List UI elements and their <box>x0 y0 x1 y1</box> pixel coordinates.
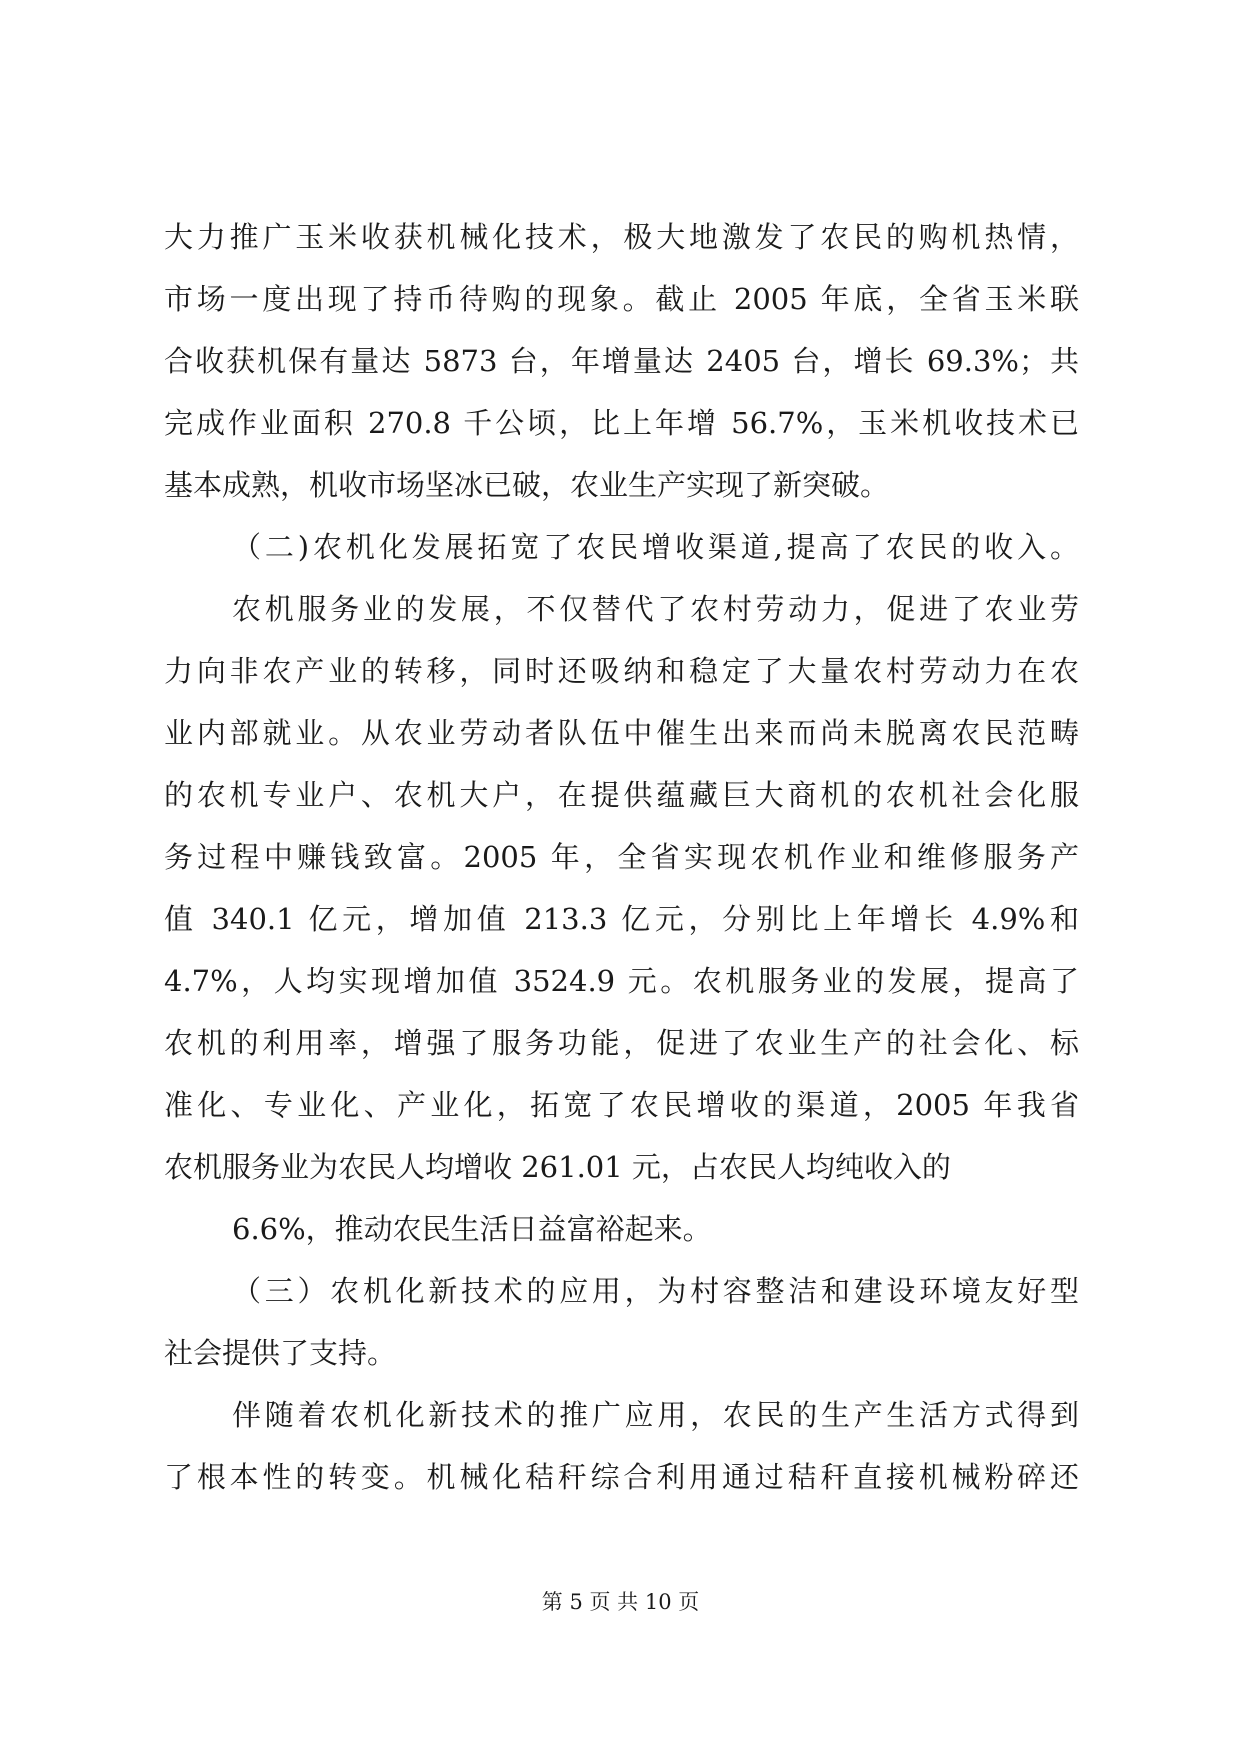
page-number-footer: 第 5 页 共 10 页 <box>541 1590 700 1614</box>
paragraph-line-5: 基本成熟，机收市场坚冰已破，农业生产实现了新突破。 <box>164 468 890 502</box>
paragraph-line-8: 力向非农产业的转移，同时还吸纳和稳定了大量农村劳动力在农 <box>164 654 1079 688</box>
section-heading-3-continued: 社会提供了支持。 <box>164 1336 397 1370</box>
paragraph-line-12: 值 340.1 亿元，增加值 213.3 亿元，分别比上年增长 4.9%和 <box>164 902 1079 936</box>
paragraph-line-7: 农机服务业的发展，不仅替代了农村劳动力，促进了农业劳 <box>232 592 1079 626</box>
section-heading-3: （三）农机化新技术的应用，为村容整洁和建设环境友好型 <box>232 1274 1079 1308</box>
paragraph-line-16: 农机服务业为农民人均增收 261.01 元，占农民人均纯收入的 <box>164 1150 951 1184</box>
paragraph-line-10: 的农机专业户、农机大户，在提供蕴藏巨大商机的农机社会化服 <box>164 778 1079 812</box>
paragraph-line-21: 了根本性的转变。机械化秸秆综合利用通过秸秆直接机械粉碎还 <box>164 1460 1079 1494</box>
paragraph-line-20: 伴随着农机化新技术的推广应用，农民的生产生活方式得到 <box>232 1398 1079 1432</box>
paragraph-line-17: 6.6%，推动农民生活日益富裕起来。 <box>232 1212 712 1246</box>
paragraph-line-4: 完成作业面积 270.8 千公顷，比上年增 56.7%，玉米机收技术已 <box>164 406 1079 440</box>
paragraph-line-9: 业内部就业。从农业劳动者队伍中催生出来而尚未脱离农民范畴 <box>164 716 1079 750</box>
section-heading-2: （二)农机化发展拓宽了农民增收渠道,提高了农民的收入。 <box>232 530 1079 564</box>
paragraph-line-1: 大力推广玉米收获机械化技术，极大地激发了农民的购机热情， <box>164 220 1079 254</box>
paragraph-line-11: 务过程中赚钱致富。2005 年，全省实现农机作业和维修服务产 <box>164 840 1079 874</box>
paragraph-line-13: 4.7%，人均实现增加值 3524.9 元。农机服务业的发展，提高了 <box>164 964 1079 998</box>
paragraph-line-14: 农机的利用率，增强了服务功能，促进了农业生产的社会化、标 <box>164 1026 1079 1060</box>
paragraph-line-2: 市场一度出现了持币待购的现象。截止 2005 年底，全省玉米联 <box>164 282 1079 316</box>
paragraph-line-3: 合收获机保有量达 5873 台，年增量达 2405 台，增长 69.3%；共 <box>164 344 1079 378</box>
paragraph-line-15: 准化、专业化、产业化，拓宽了农民增收的渠道，2005 年我省 <box>164 1088 1079 1122</box>
